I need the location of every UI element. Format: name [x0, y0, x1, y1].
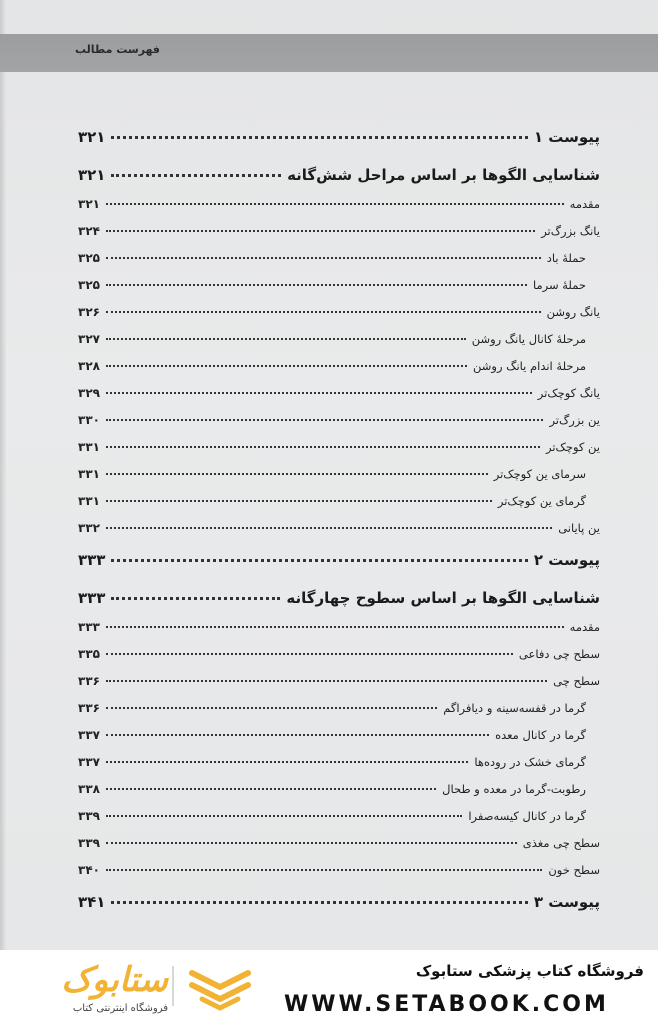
toc-row [78, 481, 600, 508]
toc-row [78, 877, 600, 911]
toc-page-number: ۳۲۹ [78, 386, 100, 400]
toc-row [78, 146, 600, 184]
toc-row [78, 184, 600, 211]
dot-leader [106, 311, 541, 313]
toc-row [78, 238, 600, 265]
toc-page-number: ۳۳۷ [78, 728, 100, 742]
toc-page-number: ۳۲۴ [78, 224, 100, 238]
dot-leader [106, 419, 543, 421]
toc-page-number: ۳۴۱ [78, 893, 106, 911]
toc-entry-title: مرحلهٔ کانال یانگ روشن [471, 332, 586, 346]
toc-page-number: ۳۳۲ [78, 521, 100, 535]
toc-entry-title: ین کوچک‌تر [546, 440, 600, 454]
dot-leader [106, 761, 468, 763]
toc-entry-title: پیوست ۳ [533, 893, 600, 911]
brand-logo-text: ستابوک [61, 960, 168, 1000]
toc-row [78, 742, 600, 769]
toc-row [78, 400, 600, 427]
dot-leader [111, 597, 280, 600]
toc-row [78, 292, 600, 319]
dot-leader [106, 815, 462, 817]
toc-row [78, 373, 600, 400]
toc-row [78, 508, 600, 535]
dot-leader [111, 559, 527, 562]
toc-entry-title: رطوبت-گرما در معده و طحال [442, 782, 586, 796]
brand-logo-subtitle: فروشگاه اینترنتی کتاب [72, 1003, 168, 1014]
toc-entry-title: یانگ بزرگ‌تر [541, 224, 600, 238]
dot-leader [106, 230, 535, 232]
toc-entry-title: شناسایی الگوها بر اساس سطوح چهارگانه [286, 589, 600, 607]
toc-page-number: ۳۳۱ [78, 494, 100, 508]
toc-row [78, 112, 600, 146]
dot-leader [106, 734, 489, 736]
toc-row [78, 715, 600, 742]
toc-page-number: ۳۲۱ [78, 197, 100, 211]
dot-leader [111, 901, 527, 904]
toc-page-number: ۳۳۹ [78, 836, 100, 850]
toc-page-number: ۳۳۱ [78, 467, 100, 481]
toc-row [78, 661, 600, 688]
dot-leader [111, 136, 527, 139]
toc-entry-title: حملهٔ سرما [532, 278, 586, 292]
toc-entry-title: شناسایی الگوها بر اساس مراحل شش‌گانه [287, 166, 600, 184]
dot-leader [106, 257, 541, 259]
dot-leader [106, 788, 436, 790]
toc-page-number: ۳۳۳ [78, 620, 100, 634]
toc-page-number: ۳۲۶ [78, 305, 100, 319]
dot-leader [106, 707, 437, 709]
shop-url: WWW.SETABOOK.COM [284, 992, 609, 1017]
dot-leader [106, 392, 532, 394]
logo-divider [172, 966, 174, 1006]
toc-page-number: ۳۳۰ [78, 413, 100, 427]
toc-page-number: ۳۲۱ [78, 166, 106, 184]
toc-page-number: ۳۳۶ [78, 674, 100, 688]
toc-row [78, 535, 600, 569]
table-of-contents [78, 112, 600, 911]
toc-entry-title: ین بزرگ‌تر [549, 413, 600, 427]
toc-row [78, 823, 600, 850]
dot-leader [106, 365, 467, 367]
toc-row [78, 265, 600, 292]
toc-row [78, 454, 600, 481]
toc-entry-title: مقدمه [569, 197, 600, 211]
toc-row [78, 769, 600, 796]
toc-entry-title: گرما در قفسه‌سینه و دیافراگم [443, 701, 586, 715]
toc-entry-title: گرمای ین کوچک‌تر [497, 494, 586, 508]
toc-entry-title: گرما در کانال کیسه‌صفرا [468, 809, 586, 823]
toc-entry-title: پیوست ۲ [533, 551, 600, 569]
toc-page-number: ۳۳۱ [78, 440, 100, 454]
toc-row [78, 569, 600, 607]
toc-entry-title: گرمای خشک در روده‌ها [474, 755, 586, 769]
dot-leader [106, 203, 564, 205]
dot-leader [106, 869, 542, 871]
toc-row [78, 850, 600, 877]
toc-row [78, 319, 600, 346]
toc-row [78, 427, 600, 454]
toc-entry-title: مرحلهٔ اندام یانگ روشن [473, 359, 586, 373]
dot-leader [106, 527, 552, 529]
toc-row [78, 346, 600, 373]
toc-row [78, 634, 600, 661]
dot-leader [106, 842, 517, 844]
dot-leader [106, 446, 540, 448]
toc-entry-title: مقدمه [569, 620, 600, 634]
toc-page-number: ۳۲۱ [78, 128, 106, 146]
toc-entry-title: سطح چی [553, 674, 600, 688]
toc-row [78, 796, 600, 823]
toc-entry-title: حملهٔ باد [546, 251, 586, 265]
toc-entry-title: پیوست ۱ [533, 128, 600, 146]
toc-page-number: ۳۲۵ [78, 251, 100, 265]
toc-row [78, 607, 600, 634]
toc-page-number: ۳۳۵ [78, 647, 100, 661]
toc-page-number: ۳۲۵ [78, 278, 100, 292]
page-edge [0, 0, 6, 950]
running-header-title: فهرست مطالب [74, 43, 160, 56]
toc-entry-title: یانگ کوچک‌تر [537, 386, 600, 400]
toc-row [78, 211, 600, 238]
toc-page-number: ۳۳۶ [78, 701, 100, 715]
dot-leader [106, 653, 513, 655]
toc-entry-title: گرما در کانال معده [495, 728, 586, 742]
toc-page-number: ۳۴۰ [78, 863, 100, 877]
toc-entry-title: ین پایانی [558, 521, 600, 535]
toc-entry-title: یانگ روشن [546, 305, 600, 319]
dot-leader [106, 500, 492, 502]
dot-leader [106, 473, 488, 475]
toc-page-number: ۳۳۸ [78, 782, 100, 796]
toc-page-number: ۳۳۳ [78, 589, 106, 607]
dot-leader [106, 626, 564, 628]
toc-entry-title: سطح چی دفاعی [518, 647, 600, 661]
book-stack-logo-icon [188, 965, 252, 1011]
toc-row [78, 688, 600, 715]
toc-page-number: ۳۳۷ [78, 755, 100, 769]
dot-leader [106, 680, 547, 682]
toc-entry-title: سطح خون [548, 863, 600, 877]
dot-leader [106, 284, 527, 286]
toc-page-number: ۳۲۷ [78, 332, 100, 346]
dot-leader [111, 174, 281, 177]
shop-name: فروشگاه کتاب پزشکی ستابوک [415, 962, 644, 980]
toc-page-number: ۳۳۳ [78, 551, 106, 569]
toc-page-number: ۳۲۸ [78, 359, 100, 373]
toc-entry-title: سرمای ین کوچک‌تر [493, 467, 586, 481]
dot-leader [106, 338, 466, 340]
toc-page-number: ۳۳۹ [78, 809, 100, 823]
toc-entry-title: سطح چی مغذی [522, 836, 600, 850]
